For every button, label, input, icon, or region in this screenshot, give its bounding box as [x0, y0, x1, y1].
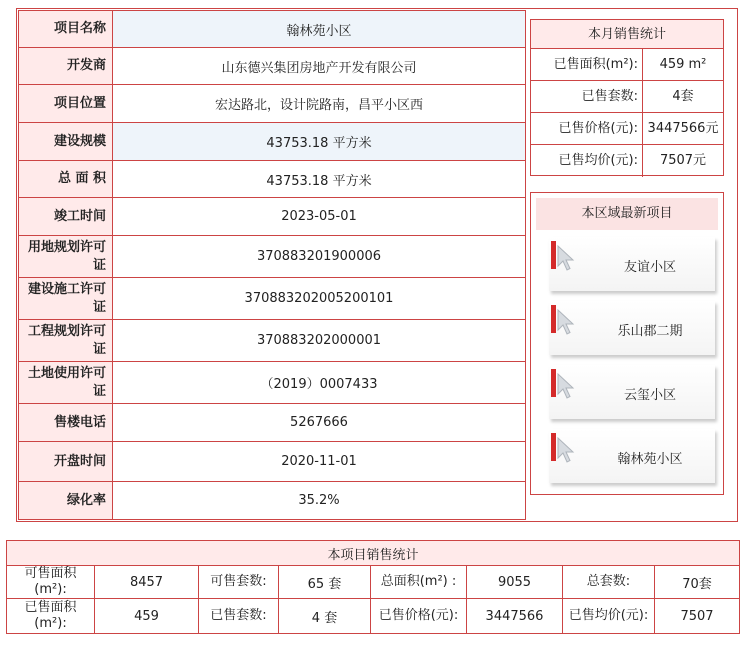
info-value: 2023-05-01: [113, 198, 526, 236]
sold-price-label: 已售价格(元):: [371, 599, 467, 634]
sold-units-value: 4 套: [279, 599, 371, 634]
info-label: 开发商: [19, 48, 113, 85]
latest-project-name[interactable]: 翰林苑小区: [617, 452, 683, 467]
monthly-sales-panel: [530, 19, 724, 176]
cursor-arrow-icon: [555, 435, 583, 465]
latest-projects-panel: [530, 192, 724, 495]
available-units-label: 可售套数:: [199, 566, 279, 599]
info-row: [19, 85, 526, 123]
info-row: [19, 320, 526, 362]
info-value: 翰林苑小区: [113, 11, 526, 48]
info-value: 43753.18 平方米: [113, 161, 526, 198]
project-sales-row: [7, 566, 740, 599]
info-label: 竣工时间: [19, 198, 113, 236]
latest-project-link[interactable]: [549, 429, 715, 483]
cursor-arrow-icon: [555, 307, 583, 337]
info-row: [19, 442, 526, 482]
info-row: [19, 198, 526, 236]
info-value: 370883202000001: [113, 320, 526, 362]
info-row: [19, 48, 526, 85]
monthly-sales-value: 7507元: [659, 153, 707, 168]
info-row: [19, 278, 526, 320]
info-value: 宏达路北，设计院路南，昌平小区西: [113, 85, 526, 123]
monthly-sales-title: 本月销售统计: [531, 20, 723, 49]
total-units-value: 70套: [655, 566, 740, 599]
total-area-label: 总面积(m²) :: [371, 566, 467, 599]
info-row: [19, 161, 526, 198]
project-sales-row: [7, 599, 740, 634]
latest-project-link[interactable]: [549, 301, 715, 355]
project-sales-title: 本项目销售统计: [7, 541, 740, 566]
info-row: [19, 482, 526, 520]
info-value: 2020-11-01: [113, 442, 526, 482]
cursor-arrow-icon: [555, 243, 583, 273]
latest-project-link[interactable]: [549, 365, 715, 419]
cursor-arrow-icon: [555, 371, 583, 401]
monthly-sales-key: 已售价格(元):: [531, 113, 643, 144]
info-row: [19, 123, 526, 161]
monthly-sales-value: 459 m²: [659, 57, 707, 72]
info-value: 370883202005200101: [113, 278, 526, 320]
info-value: 370883201900006: [113, 236, 526, 278]
info-row: [19, 404, 526, 442]
available-area-label: 可售面积(m²):: [7, 566, 95, 599]
latest-project-name[interactable]: 友谊小区: [623, 260, 676, 275]
available-area-value: 8457: [95, 566, 199, 599]
info-label: 项目名称: [19, 11, 113, 48]
info-value: 山东德兴集团房地产开发有限公司: [113, 48, 526, 85]
info-label: 用地规划许可证: [19, 236, 113, 278]
latest-projects-title: 本区域最新项目: [536, 198, 718, 230]
info-label: 项目位置: [19, 85, 113, 123]
info-label: 绿化率: [19, 482, 113, 520]
info-value: 5267666: [113, 404, 526, 442]
latest-project-name[interactable]: 云玺小区: [623, 388, 676, 403]
sold-area-label: 已售面积(m²):: [7, 599, 95, 634]
available-units-value: 65 套: [279, 566, 371, 599]
monthly-sales-value: 4套: [672, 89, 694, 104]
info-row: [19, 11, 526, 48]
monthly-sales-value: 3447566元: [647, 121, 719, 136]
avg-price-value: 7507: [655, 599, 740, 634]
monthly-sales-row: [531, 81, 723, 113]
info-value: 35.2%: [113, 482, 526, 520]
sold-price-value: 3447566: [467, 599, 563, 634]
info-row: [19, 236, 526, 278]
latest-project-link[interactable]: [549, 237, 715, 291]
monthly-sales-row: [531, 113, 723, 145]
info-value: 43753.18 平方米: [113, 123, 526, 161]
info-label: 工程规划许可证: [19, 320, 113, 362]
monthly-sales-row: [531, 145, 723, 177]
info-label: 建设规模: [19, 123, 113, 161]
info-label: 开盘时间: [19, 442, 113, 482]
project-sales-title-row: [7, 541, 740, 566]
info-label: 总 面 积: [19, 161, 113, 198]
total-units-label: 总套数:: [563, 566, 655, 599]
info-value: （2019）0007433: [113, 362, 526, 404]
sold-units-label: 已售套数:: [199, 599, 279, 634]
info-label: 售楼电话: [19, 404, 113, 442]
avg-price-label: 已售均价(元):: [563, 599, 655, 634]
total-area-value: 9055: [467, 566, 563, 599]
monthly-sales-key: 已售均价(元):: [531, 145, 643, 177]
sold-area-value: 459: [95, 599, 199, 634]
latest-project-name[interactable]: 乐山郡二期: [617, 324, 683, 339]
project-info-table: [18, 10, 526, 520]
info-row: [19, 362, 526, 404]
info-label: 建设施工许可证: [19, 278, 113, 320]
info-label: 土地使用许可证: [19, 362, 113, 404]
monthly-sales-row: [531, 49, 723, 81]
monthly-sales-key: 已售面积(m²):: [531, 49, 643, 80]
project-sales-table: [6, 540, 740, 634]
monthly-sales-key: 已售套数:: [531, 81, 643, 112]
